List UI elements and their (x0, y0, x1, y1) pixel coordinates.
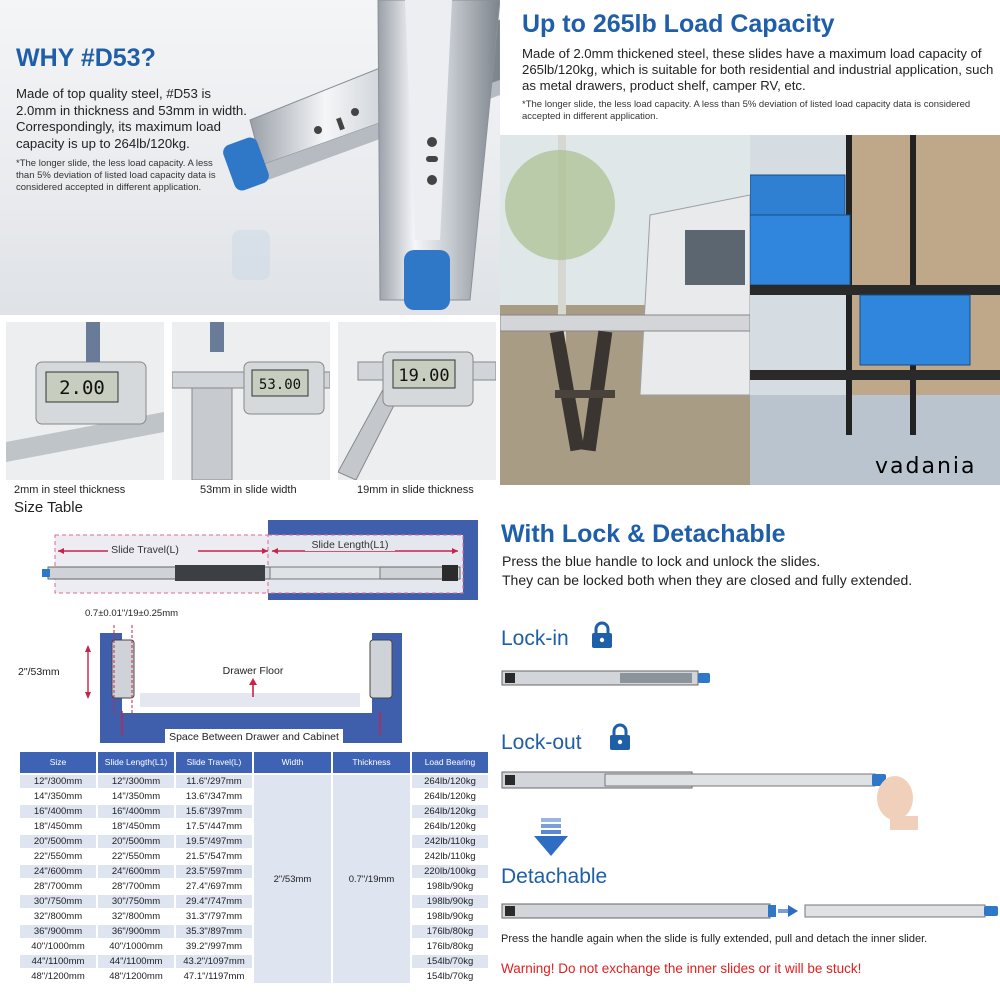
tolerance-label: 0.7±0.01"/19±0.25mm (85, 608, 179, 619)
cell-size: 14"/350mm (20, 790, 96, 803)
cell-slide-length: 40"/1000mm (98, 940, 174, 953)
dimension-diagram (0, 515, 500, 750)
cell-load-bearing: 242lb/110kg (412, 835, 488, 848)
load-panel (500, 0, 1000, 135)
cell-slide-travel: 21.5"/547mm (176, 850, 252, 863)
lock-desc-2: They can be locked both when they are closed and fully extended. (502, 572, 913, 588)
lock-in-label: Lock-in (501, 627, 569, 650)
detach-note: Press the handle again when the slide is fully extended, pull and detach the inner slider. (501, 933, 928, 945)
cell-load-bearing: 264lb/120kg (412, 820, 488, 833)
caliper-photo-2 (172, 322, 330, 480)
header-size: Size (20, 752, 96, 773)
header-slide-travel: Slide Travel(L) (176, 752, 252, 773)
cell-slide-length: 22"/550mm (98, 850, 174, 863)
lock-title: With Lock & Detachable (501, 520, 786, 548)
caliper-photo-1 (6, 322, 164, 480)
cell-load-bearing: 242lb/110kg (412, 850, 488, 863)
cell-slide-travel: 11.6"/297mm (176, 775, 252, 788)
cell-size: 28"/700mm (20, 880, 96, 893)
cell-slide-travel: 29.4"/747mm (176, 895, 252, 908)
cell-load-bearing: 176lb/80kg (412, 940, 488, 953)
slide-lock-in-image (500, 667, 712, 689)
cell-slide-length: 32"/800mm (98, 910, 174, 923)
cell-slide-length: 18"/450mm (98, 820, 174, 833)
header-slide-length: Slide Length(L1) (98, 752, 174, 773)
cell-slide-length: 48"/1200mm (98, 970, 174, 983)
cell-size: 16"/400mm (20, 805, 96, 818)
cell-slide-travel: 47.1"/1197mm (176, 970, 252, 983)
cell-slide-travel: 23.5"/597mm (176, 865, 252, 878)
cell-size: 22"/550mm (20, 850, 96, 863)
size-table (18, 750, 490, 985)
header-thickness: Thickness (333, 752, 410, 773)
cell-slide-length: 30"/750mm (98, 895, 174, 908)
cell-load-bearing: 198lb/90kg (412, 910, 488, 923)
brand-logo: vadania (875, 454, 977, 479)
table-row (20, 775, 488, 788)
cell-load-bearing: 264lb/120kg (412, 775, 488, 788)
header-load-bearing: Load Bearing (412, 752, 488, 773)
cell-slide-travel: 17.5"/447mm (176, 820, 252, 833)
cell-load-bearing: 154lb/70kg (412, 955, 488, 968)
cell-load-bearing: 264lb/120kg (412, 790, 488, 803)
shelf-photo (750, 135, 1000, 485)
caliper-caption-1: 2mm in steel thickness (14, 484, 126, 496)
cell-slide-length: 14"/350mm (98, 790, 174, 803)
why-panel (0, 0, 500, 315)
caliper-reading-3: 19.00 (398, 366, 450, 386)
cell-load-bearing: 198lb/90kg (412, 895, 488, 908)
lock-open-icon (608, 722, 632, 752)
drawer-floor-label: Drawer Floor (222, 665, 284, 677)
cell-load-bearing: 198lb/90kg (412, 880, 488, 893)
cell-size: 48"/1200mm (20, 970, 96, 983)
cell-size: 18"/450mm (20, 820, 96, 833)
why-body: Made of top quality steel, #D53 is 2.0mm in thickness and 53mm in width. Correspondingly, its maximum load capacity is up to 264lb/120kg. (16, 86, 247, 151)
space-label: Space Between Drawer and Cabinet (169, 731, 339, 743)
caliper-reading-1: 2.00 (59, 377, 105, 399)
cell-load-bearing: 264lb/120kg (412, 805, 488, 818)
load-body: Made of 2.0mm thickened steel, these slides have a maximum load capacity of 265lb/120kg, which is suitable for both residential and industrial application, such as metal drawers, product shelf, camper RV, etc. (522, 46, 994, 93)
cell-slide-travel: 15.6"/397mm (176, 805, 252, 818)
cell-slide-length: 36"/900mm (98, 925, 174, 938)
arrow-down-icon (534, 818, 568, 858)
cell-slide-travel: 35.3"/897mm (176, 925, 252, 938)
slide-length-label: Slide Length(L1) (311, 539, 389, 551)
cell-thickness: 0.7"/19mm (333, 775, 410, 983)
load-note: *The longer slide, the less load capacity. A less than 5% deviation of listed load capacity data is considered accepted in different application. (522, 99, 971, 122)
cell-width: 2"/53mm (254, 775, 331, 983)
camper-photo (500, 135, 750, 485)
size-table-title: Size Table (14, 499, 83, 516)
cell-slide-length: 44"/1100mm (98, 955, 174, 968)
cell-size: 20"/500mm (20, 835, 96, 848)
cell-slide-travel: 13.6"/347mm (176, 790, 252, 803)
cell-slide-length: 24"/600mm (98, 865, 174, 878)
caliper-caption-3: 19mm in slide thickness (357, 484, 474, 496)
cell-size: 30"/750mm (20, 895, 96, 908)
slide-travel-label: Slide Travel(L) (111, 544, 179, 556)
cell-load-bearing: 176lb/80kg (412, 925, 488, 938)
detachable-label: Detachable (501, 865, 608, 888)
cell-size: 40"/1000mm (20, 940, 96, 953)
cell-slide-length: 28"/700mm (98, 880, 174, 893)
caliper-caption-2: 53mm in slide width (200, 484, 297, 496)
caliper-photo-3 (338, 322, 496, 480)
cell-size: 24"/600mm (20, 865, 96, 878)
cell-slide-travel: 27.4"/697mm (176, 880, 252, 893)
cell-slide-length: 16"/400mm (98, 805, 174, 818)
cell-slide-travel: 43.2"/1097mm (176, 955, 252, 968)
lock-closed-icon (590, 620, 614, 650)
cell-slide-travel: 39.2"/997mm (176, 940, 252, 953)
cell-slide-length: 20"/500mm (98, 835, 174, 848)
cell-load-bearing: 220lb/100kg (412, 865, 488, 878)
header-width: Width (254, 752, 331, 773)
lock-desc-1: Press the blue handle to lock and unlock the slides. (502, 553, 821, 569)
caliper-reading-2: 53.00 (258, 377, 302, 393)
cell-slide-travel: 19.5"/497mm (176, 835, 252, 848)
cell-size: 36"/900mm (20, 925, 96, 938)
cell-size: 12"/300mm (20, 775, 96, 788)
height-label: 2"/53mm (18, 666, 60, 678)
why-note: *The longer slide, the less load capacity. A less than 5% deviation of listed load capacity data is considered accepted in different application. (16, 158, 216, 193)
cell-size: 44"/1100mm (20, 955, 96, 968)
warning-text: Warning! Do not exchange the inner slides or it will be stuck! (501, 961, 862, 976)
why-title: WHY #D53? (16, 44, 156, 72)
cell-load-bearing: 154lb/70kg (412, 970, 488, 983)
slide-detach-image (500, 900, 1000, 922)
lock-out-label: Lock-out (501, 731, 582, 754)
cell-slide-travel: 31.3"/797mm (176, 910, 252, 923)
load-title: Up to 265lb Load Capacity (522, 10, 835, 38)
cell-slide-length: 12"/300mm (98, 775, 174, 788)
cell-size: 32"/800mm (20, 910, 96, 923)
